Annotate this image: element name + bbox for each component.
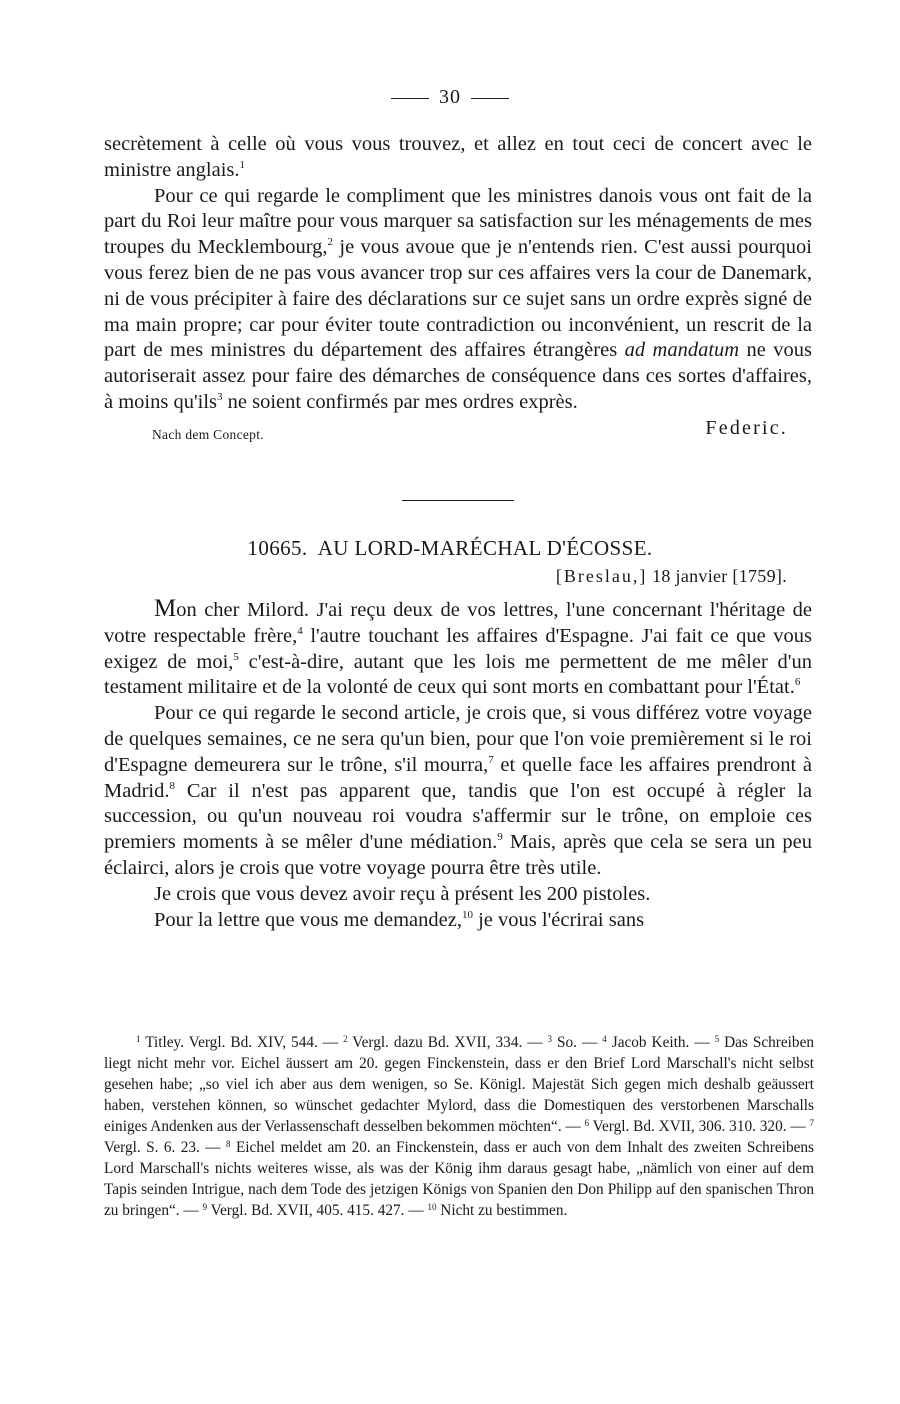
- letter-addressee: AU LORD-MARÉCHAL D'ÉCOSSE.: [317, 536, 653, 560]
- letter-dateline: [556, 566, 787, 587]
- footnote-ref: 7: [488, 753, 494, 766]
- footnote-ref: 6: [794, 676, 801, 689]
- date-place: [Breslau,]: [555, 566, 648, 586]
- footnote-ref: 8: [169, 779, 175, 792]
- latin-phrase: ad mandatum: [624, 339, 740, 362]
- header-dash-right: [471, 98, 509, 99]
- footnote-ref: 1: [239, 158, 246, 171]
- section-divider: [402, 500, 514, 501]
- footnote-ref: 5: [233, 650, 239, 663]
- previous-letter-continuation: [104, 132, 812, 442]
- footnote-ref: 9: [497, 831, 503, 844]
- paragraph: Pour ce qui regarde le compliment que les ministres danois vous ont fait de la part du Roi leur maître pour vous marquer sa satisfaction sur les ménagements de mes troupes du Mecklembourg,$^2$ je vous avoue que je n'entends rien. C'est aussi pourquoi vous ferez bien de ne pas vous avancer trop sur ces affaires vers la cour de Danemark, ni de vous précipiter à faire des déclarations sur ce sujet sans un ordre exprès signé de ma main propre; car pour éviter toute contradiction ou inconvénient, un rescrit de la part de mes ministres du département des affaires étrangères ad mandatum ne vous autoriserait assez pour faire des démarches de conséquence dans ces sortes d'affaires, à moins qu'ils$^3$ ne soient confirmés par mes ordres exprès.: [104, 184, 813, 413]
- letter-number: 10665.: [247, 536, 308, 560]
- footnote-ref: 10: [461, 908, 473, 921]
- paragraph: Mon cher Milord. J'ai reçu deux de vos lettres, l'une concernant l'héritage de votre respectable frère,$^4$ l'autre touchant les affaires d'Espagne. J'ai fait ce que vous exigez de moi,$^5$ c'est-à-dire, autant que les lois me permettent de me mêler d'un testament militaire et de la volonté de ceux qui sont morts en combattant pour l'État.$^6$: [104, 595, 812, 699]
- footnote-ref: 3: [217, 390, 223, 403]
- header-dash-left: [391, 98, 429, 99]
- footnote-block: $^1$ Titley. Vergl. Bd. XIV, 544. — $^2$ Vergl. dazu Bd. XVII, 334. — $^3$ So. — $^4$ Jacob Keith. — $^5$ Das Schreiben liegt nicht mehr vor. Eichel äussert am 20. gegen Finckenstein, dass er den Brief Lord Marschall's nicht selbst gesehen habe; „so viel ich aber aus dem wenigen, so Se. Königl. Majestät Sich gegen mich deshalb geäussert haben, verstehen können, so wünschet gedachter Mylord, dass die Domestiquen des verstorbenen Marschalls einiges Andenken aus der Verlassenschaft desselben bekommen möchten“. — $^6$ Vergl. Bd. XVII, 306. 310. 320. — $^7$ Vergl. S. 6. 23. — $^8$ Eichel meldet am 20. an Finckenstein, dass er auch von dem Inhalt des zweiten Schreibens Lord Marschall's nichts weiteres wisse, als was der König ihm daraus gesagt habe, „nämlich von einer auf dem Tapis seinden Intrigue, nach dem Tode des jetzigen Königs von Spanien den Don Philipp auf den spanischen Thron zu bringen“. — $^9$ Vergl. Bd. XVII, 405. 415. 427. — $^{10}$ Nicht zu bestimmen.: [104, 1034, 815, 1219]
- paragraph: secrètement à celle où vous vous trouvez, et allez en tout ceci de concert avec le ministre anglais.$^1$: [104, 133, 812, 181]
- footnote-ref: 2: [327, 236, 334, 249]
- paragraph: Pour ce qui regarde le second article, je crois que, si vous différez votre voyage de quelques semaines, ce ne sera qu'un bien, pour que l'on voie premièrement si le roi d'Espagne demeurera sur le trône, s'il mourra,$^7$ et quelle face les affaires prendront à Madrid.$^8$ Car il n'est pas apparent que, tandis que l'on est occupé à régler la succession, ou qu'un nouveau roi voudra s'affermir sur le trône, on emploie ces premiers moments à se mêler d'une médiation.$^9$ Mais, après que cela se sera un peu éclairci, alors je crois que votre voyage pourra être très utile.: [104, 702, 812, 879]
- signature: Federic.: [705, 416, 788, 439]
- source-note: Nach dem Concept.: [152, 426, 264, 442]
- footnotes: [104, 1032, 814, 1221]
- footnote-ref: 4: [297, 624, 303, 637]
- page-number: 30: [439, 86, 461, 108]
- paragraph: Je crois que vous devez avoir reçu à présent les 200 pistoles.: [154, 882, 651, 905]
- letter-heading: [0, 536, 900, 561]
- letter-closing: [104, 416, 812, 442]
- paragraph: Pour la lettre que vous me demandez,$^{10}$ je vous l'écrirai sans: [154, 908, 645, 931]
- initial-letter: M: [154, 595, 177, 622]
- date-text: 18 janvier [1759].: [647, 566, 787, 586]
- letter-body: [104, 596, 812, 933]
- page-number-header: [0, 86, 900, 109]
